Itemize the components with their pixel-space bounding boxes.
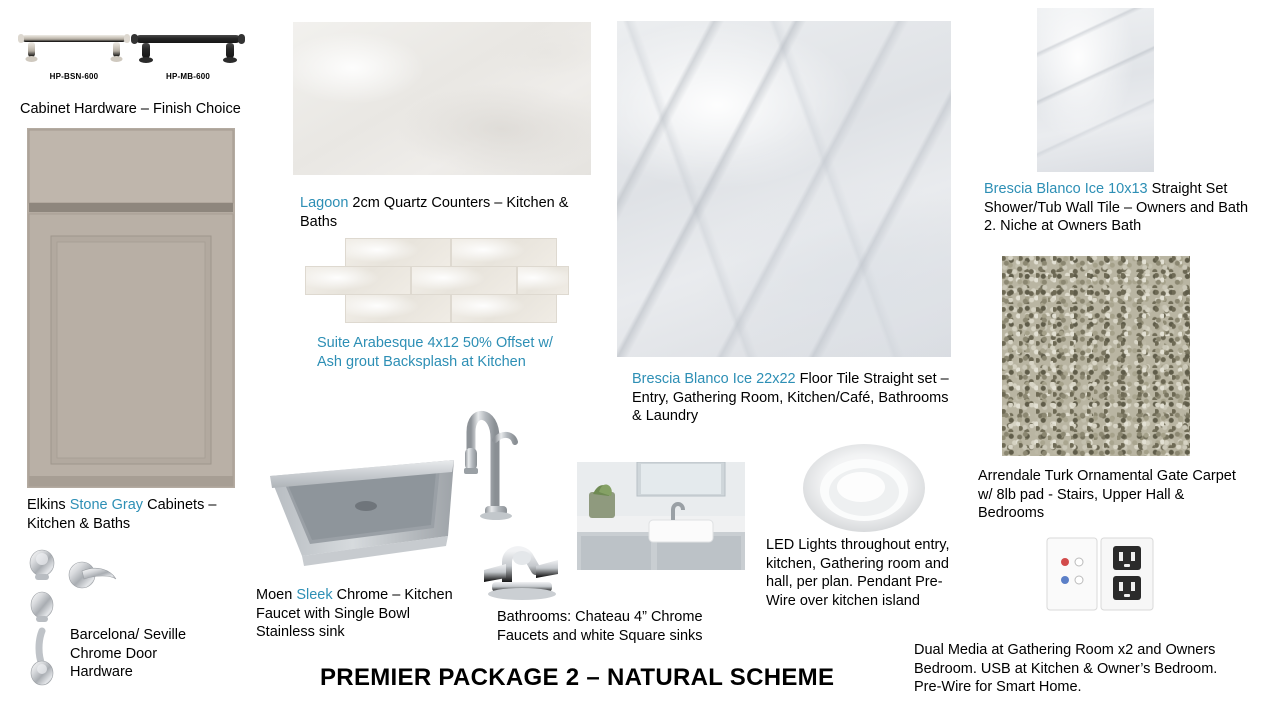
hardware-option-mb-label: HP-MB-600 [165, 72, 211, 81]
quartz-counter-swatch [293, 22, 591, 175]
floor-tile-caption [632, 370, 962, 426]
backsplash-tile [345, 238, 451, 267]
kitchen-sink-image [262, 440, 462, 580]
cabinet-caption [27, 496, 267, 533]
backsplash-tile [451, 294, 557, 323]
wall-tile-caption [984, 180, 1259, 236]
kitchen-faucet-image [455, 382, 535, 522]
sink-faucet-caption-post: Chrome – Kitchen Faucet with Single Bowl Stainless sink [256, 587, 453, 641]
cabinet-caption-post: Cabinets – Kitchen & Baths [27, 497, 217, 532]
hardware-choice-caption: Cabinet Hardware – Finish Choice [20, 101, 241, 117]
bath-vanity-image [577, 462, 745, 570]
wall-tile-swatch [1037, 8, 1154, 172]
sink-faucet-caption [256, 586, 456, 642]
floor-tile-caption-accent: Brescia Blanco Ice 22x22 [632, 371, 796, 387]
led-downlight-icon [803, 443, 925, 533]
cabinet-caption-pre: Elkins [27, 497, 70, 513]
door-hardware-caption: Barcelona/ Seville Chrome Door Hardware [70, 627, 187, 681]
sink-faucet-caption-pre: Moen [256, 587, 297, 603]
backsplash-swatch [305, 238, 567, 322]
bath-faucet-image [462, 530, 582, 610]
cabinet-caption-accent: Stone Gray [69, 497, 144, 513]
hardware-option-mb [128, 18, 248, 80]
backsplash-tile [517, 266, 569, 295]
counters-caption [300, 194, 600, 231]
sink-faucet-caption-accent: Sleek [296, 587, 333, 603]
stainless-sink-icon [262, 440, 462, 580]
carpet-caption: Arrendale Turk Ornamental Gate Carpet w/ 8lb pad - Stairs, Upper Hall & Bedrooms [978, 468, 1236, 522]
outlet-plate-icon [1043, 534, 1157, 614]
lighting-caption: LED Lights throughout entry, kitchen, Gathering room and hall, per plan. Pendant Pre-Wire over kitchen island [766, 537, 950, 609]
media-caption: Dual Media at Gathering Room x2 and Owners Bedroom. USB at Kitchen & Owner’s Bedroom. Pre-Wire for Smart Home. [914, 642, 1218, 696]
page-title: PREMIER PACKAGE 2 – NATURAL SCHEME [320, 664, 835, 691]
pulldown-faucet-icon [455, 382, 535, 522]
wall-tile-caption-accent: Brescia Blanco Ice 10x13 [984, 181, 1148, 197]
wall-tile-caption-post: Straight Set Shower/Tub Wall Tile – Owners and Bath 2. Niche at Owners Bath [984, 181, 1249, 235]
backsplash-tile [451, 238, 557, 267]
media-outlet-image [1043, 534, 1157, 614]
led-light-image [803, 443, 925, 533]
carpet-swatch [1002, 256, 1190, 456]
backsplash-tile [305, 266, 411, 295]
cabinet-door-icon [27, 128, 235, 488]
counters-caption-post: 2cm Quartz Counters – Kitchen & Baths [300, 195, 569, 230]
centerset-faucet-icon [462, 530, 582, 610]
backsplash-tile [411, 266, 517, 295]
floor-tile-swatch [617, 21, 951, 357]
bath-faucet-caption: Bathrooms: Chateau 4” Chrome Faucets and white Square sinks [497, 609, 703, 644]
backsplash-caption: Suite Arabesque 4x12 50% Offset w/ Ash grout Backsplash at Kitchen [317, 335, 553, 370]
cabinet-door-sample [27, 128, 235, 488]
bar-pull-nickel-icon [14, 18, 134, 70]
floor-tile-caption-post: Floor Tile Straight set – Entry, Gathering Room, Kitchen/Café, Bathrooms & Laundry [632, 371, 949, 425]
bar-pull-black-icon [128, 18, 248, 70]
backsplash-tile [345, 294, 451, 323]
hardware-option-bsn-label: HP-BSN-600 [49, 72, 99, 81]
vanity-photo-icon [577, 462, 745, 570]
counters-caption-accent: Lagoon [300, 195, 349, 211]
hardware-option-bsn [14, 18, 134, 80]
